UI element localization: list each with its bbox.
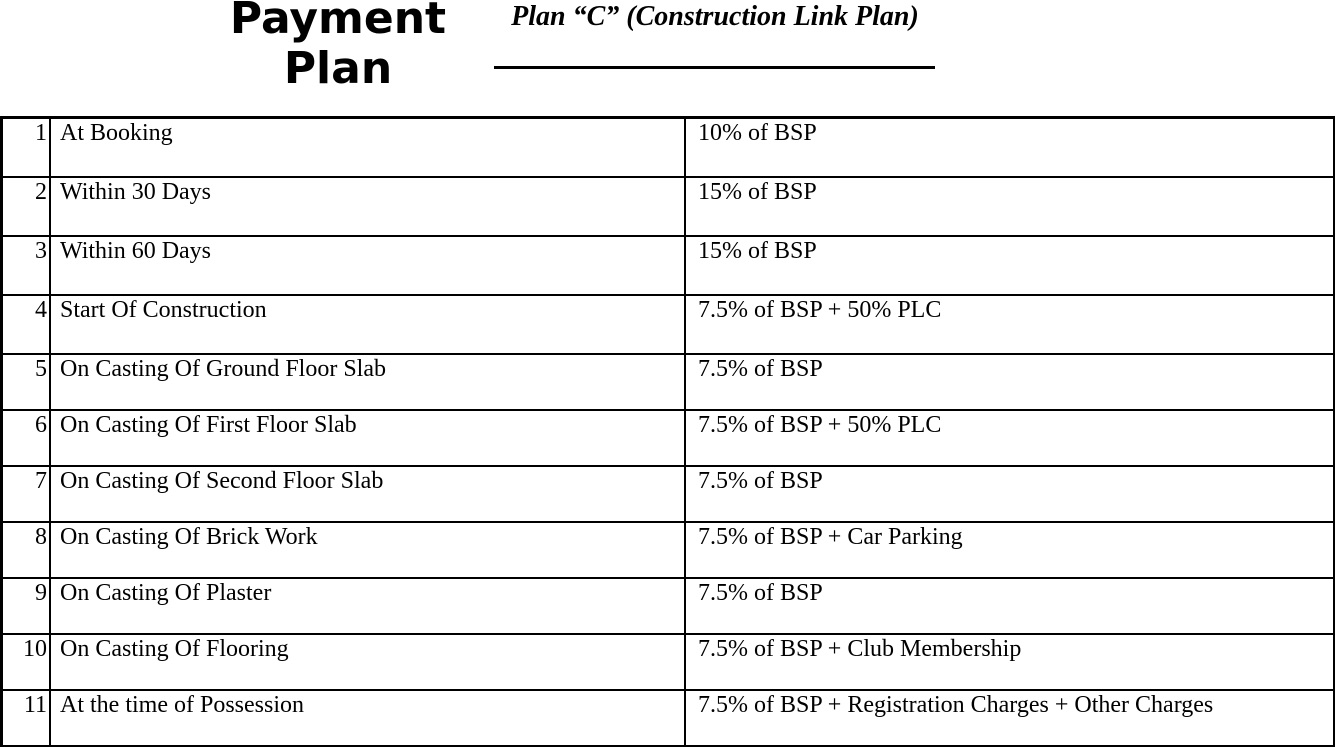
- plan-subtitle: Plan “C” (Construction Link Plan): [511, 1, 919, 32]
- payment-amount: 7.5% of BSP: [685, 354, 1334, 410]
- row-number: 6: [2, 410, 51, 466]
- subtitle-underline: [494, 66, 935, 69]
- payment-stage: Within 60 Days: [50, 236, 685, 295]
- row-number: 7: [2, 466, 51, 522]
- table-row: [2, 634, 1335, 690]
- payment-amount: 7.5% of BSP + 50% PLC: [685, 295, 1334, 354]
- payment-stage: On Casting Of First Floor Slab: [50, 410, 685, 466]
- table-row: [2, 118, 1335, 178]
- payment-amount: 7.5% of BSP + Club Membership: [685, 634, 1334, 690]
- payment-stage: On Casting Of Ground Floor Slab: [50, 354, 685, 410]
- row-number: 4: [2, 295, 51, 354]
- payment-amount: 7.5% of BSP + Registration Charges + Other Charges: [685, 690, 1334, 746]
- table-row: [2, 578, 1335, 634]
- row-number: 11: [2, 690, 51, 746]
- payment-stage: On Casting Of Brick Work: [50, 522, 685, 578]
- page-title: Payment Plan: [229, 0, 447, 94]
- payment-stage: Within 30 Days: [50, 177, 685, 236]
- row-number: 3: [2, 236, 51, 295]
- payment-amount: 7.5% of BSP: [685, 466, 1334, 522]
- payment-stage: On Casting Of Plaster: [50, 578, 685, 634]
- table-row: [2, 295, 1335, 354]
- payment-stage: On Casting Of Flooring: [50, 634, 685, 690]
- row-number: 5: [2, 354, 51, 410]
- payment-stage: At the time of Possession: [50, 690, 685, 746]
- payment-amount: 15% of BSP: [685, 236, 1334, 295]
- payment-amount: 7.5% of BSP + Car Parking: [685, 522, 1334, 578]
- payment-amount: 15% of BSP: [685, 177, 1334, 236]
- row-number: 1: [2, 118, 51, 178]
- table-row: [2, 236, 1335, 295]
- payment-stage: Start Of Construction: [50, 295, 685, 354]
- table-row: [2, 466, 1335, 522]
- payment-amount: 10% of BSP: [685, 118, 1334, 178]
- row-number: 2: [2, 177, 51, 236]
- table-row: [2, 354, 1335, 410]
- row-number: 9: [2, 578, 51, 634]
- table-row: [2, 410, 1335, 466]
- payment-amount: 7.5% of BSP + 50% PLC: [685, 410, 1334, 466]
- payment-stage: On Casting Of Second Floor Slab: [50, 466, 685, 522]
- table-row: [2, 177, 1335, 236]
- table-row: [2, 690, 1335, 746]
- table-row: [2, 522, 1335, 578]
- payment-stage: At Booking: [50, 118, 685, 178]
- row-number: 8: [2, 522, 51, 578]
- row-number: 10: [2, 634, 51, 690]
- payment-plan-table: [0, 116, 1335, 747]
- payment-amount: 7.5% of BSP: [685, 578, 1334, 634]
